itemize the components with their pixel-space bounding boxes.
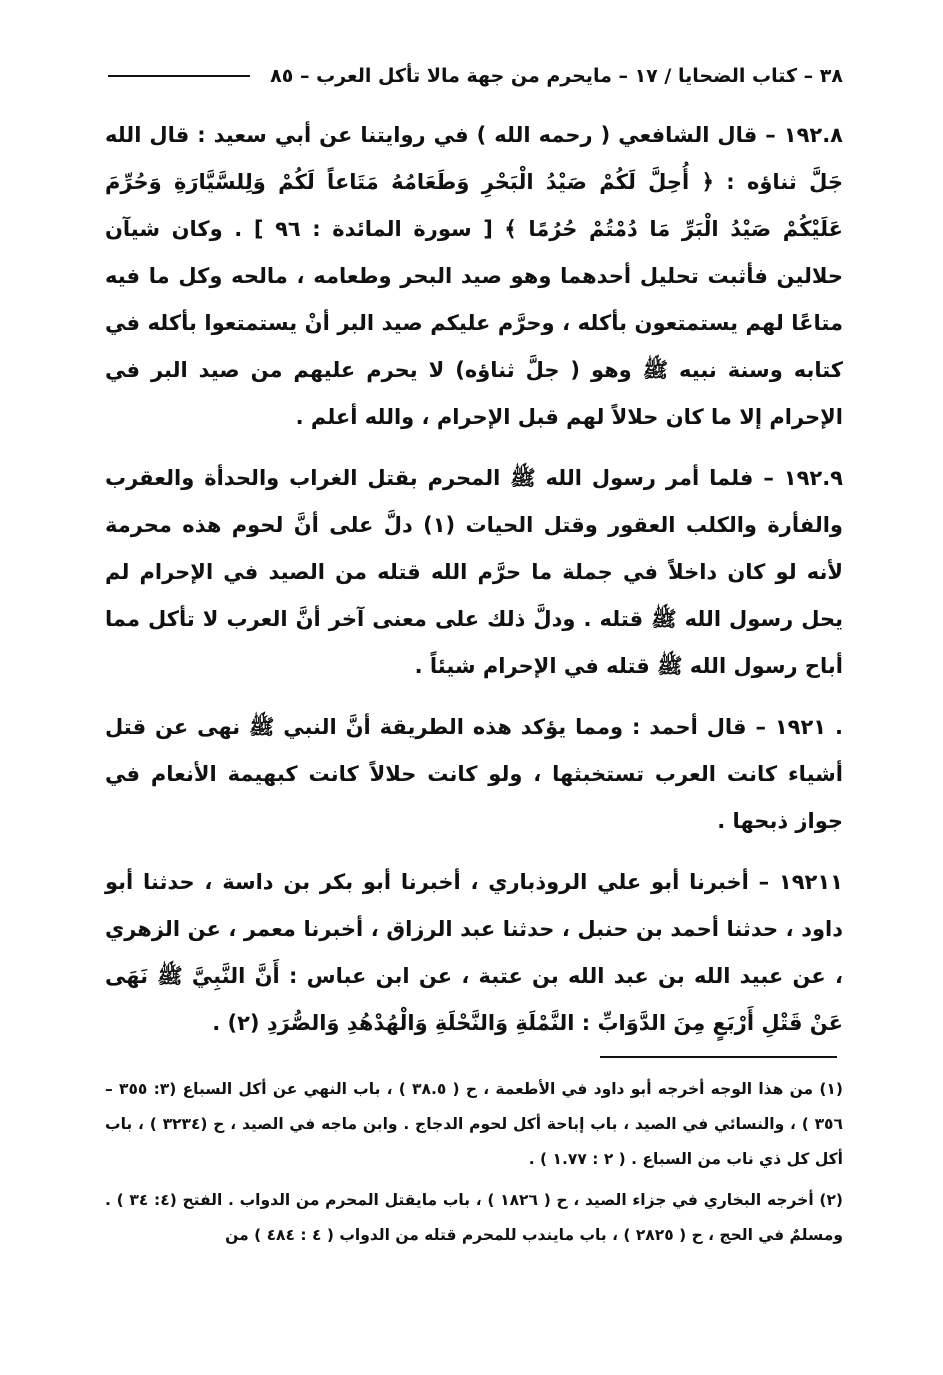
header-title: ٣٨ – كتاب الضحايا / ١٧ – مايحرم من جهة مالا تأكل العرب – ٨٥	[270, 65, 843, 87]
footnotes	[105, 1072, 843, 1259]
header-rule	[108, 75, 250, 77]
footnote-2: (٢) أخرجه البخاري في جزاء الصيد ، ح ( ١٨٢٦ ) ، باب مايقتل المحرم من الدواب . الفتح (٤: ٣٤ ) . ومسلمٌ في الحج ، ح ( ٢٨٢٥ ) ، باب مايندب للمحرم قتله من الدواب ( ٤ : ٤٨٤ ) من	[105, 1191, 843, 1244]
paragraph-1921: . ١٩٢١ – قال أحمد : ومما يؤكد هذه الطريقة أنَّ النبي ﷺ نهى عن قتل أشياء كانت العرب تستخبثها ، ولو كانت حلالاً كانت كبهيمة الأنعام في جواز ذبحها .	[105, 715, 843, 833]
paragraph-1929: ١٩٢.٩ – فلما أمر رسول الله ﷺ المحرم بقتل الغراب والحدأة والعقرب والفأرة والكلب العقور وقتل الحيات (١) دلَّ على أنَّ لحوم هذه محرمة لأنه لو كان داخلاً في جملة ما حرَّم الله قتله من الصيد في الإحرام لم يحل رسول الله ﷺ قتله . ودلَّ ذلك على معنى آخر أنَّ العرب لا تأكل مما أباح رسول الله ﷺ قتله في الإحرام شيئاً .	[105, 466, 843, 678]
running-header	[108, 56, 843, 96]
main-text	[105, 112, 843, 1061]
footnote-separator	[600, 1056, 837, 1058]
paragraph-1928: ١٩٢.٨ – قال الشافعي ( رحمه الله ) في روايتنا عن أبي سعيد : قال الله جَلَّ ثناؤه : ﴿ أُحِلَّ لَكُمْ صَيْدُ الْبَحْرِ وَطَعَامُهُ مَتَاعاً لَكُمْ وَلِلسَّيَّارَةِ وَحُرِّمَ عَلَيْكُمْ صَيْدُ الْبَرِّ مَا دُمْتُمْ حُرُمًا ﴾ [ سورة المائدة : ٩٦ ] . وكان شيآن حلالين فأثبت تحليل أحدهما وهو صيد البحر وطعامه ، مالحه وكل ما فيه متاعًا لهم يستمتعون بأكله ، وحرَّم عليكم صيد البر أنْ يستمتعوا بأكله في كتابه وسنة نبيه ﷺ وهو ( جلَّ ثناؤه) لا يحرم عليهم من صيد البر في الإحرام إلا ما كان حلالاً لهم قبل الإحرام ، والله أعلم .	[105, 123, 843, 429]
paragraph-19211: ١٩٢١١ – أخبرنا أبو علي الروذباري ، أخبرنا أبو بكر بن داسة ، حدثنا أبو داود ، حدثنا أحمد بن حنبل ، حدثنا عبد الرزاق ، أخبرنا معمر ، عن الزهري ، عن عبيد الله بن عبد الله بن عتبة ، عن ابن عباس : أَنَّ النَّبِيَّ ﷺ نَهَى عَنْ قَتْلِ أَرْبَعٍ مِنَ الدَّوَابِّ : النَّمْلَةِ وَالنَّحْلَةِ وَالْهُدْهُدِ وَالصُّرَدِ (٢) .	[105, 870, 843, 1035]
footnote-1: (١) من هذا الوجه أخرجه أبو داود في الأطعمة ، ح ( ٣٨.٥ ) ، باب النهي عن أكل السباع (٣: ٣٥٥ – ٣٥٦ ) ، والنسائي في الصيد ، باب إباحة أكل لحوم الدجاج . وابن ماجه في الصيد ، ح (٣٢٣٤ ) ، باب أكل كل ذي ناب من السباع . ( ٢ : ١.٧٧ ) .	[105, 1080, 843, 1168]
